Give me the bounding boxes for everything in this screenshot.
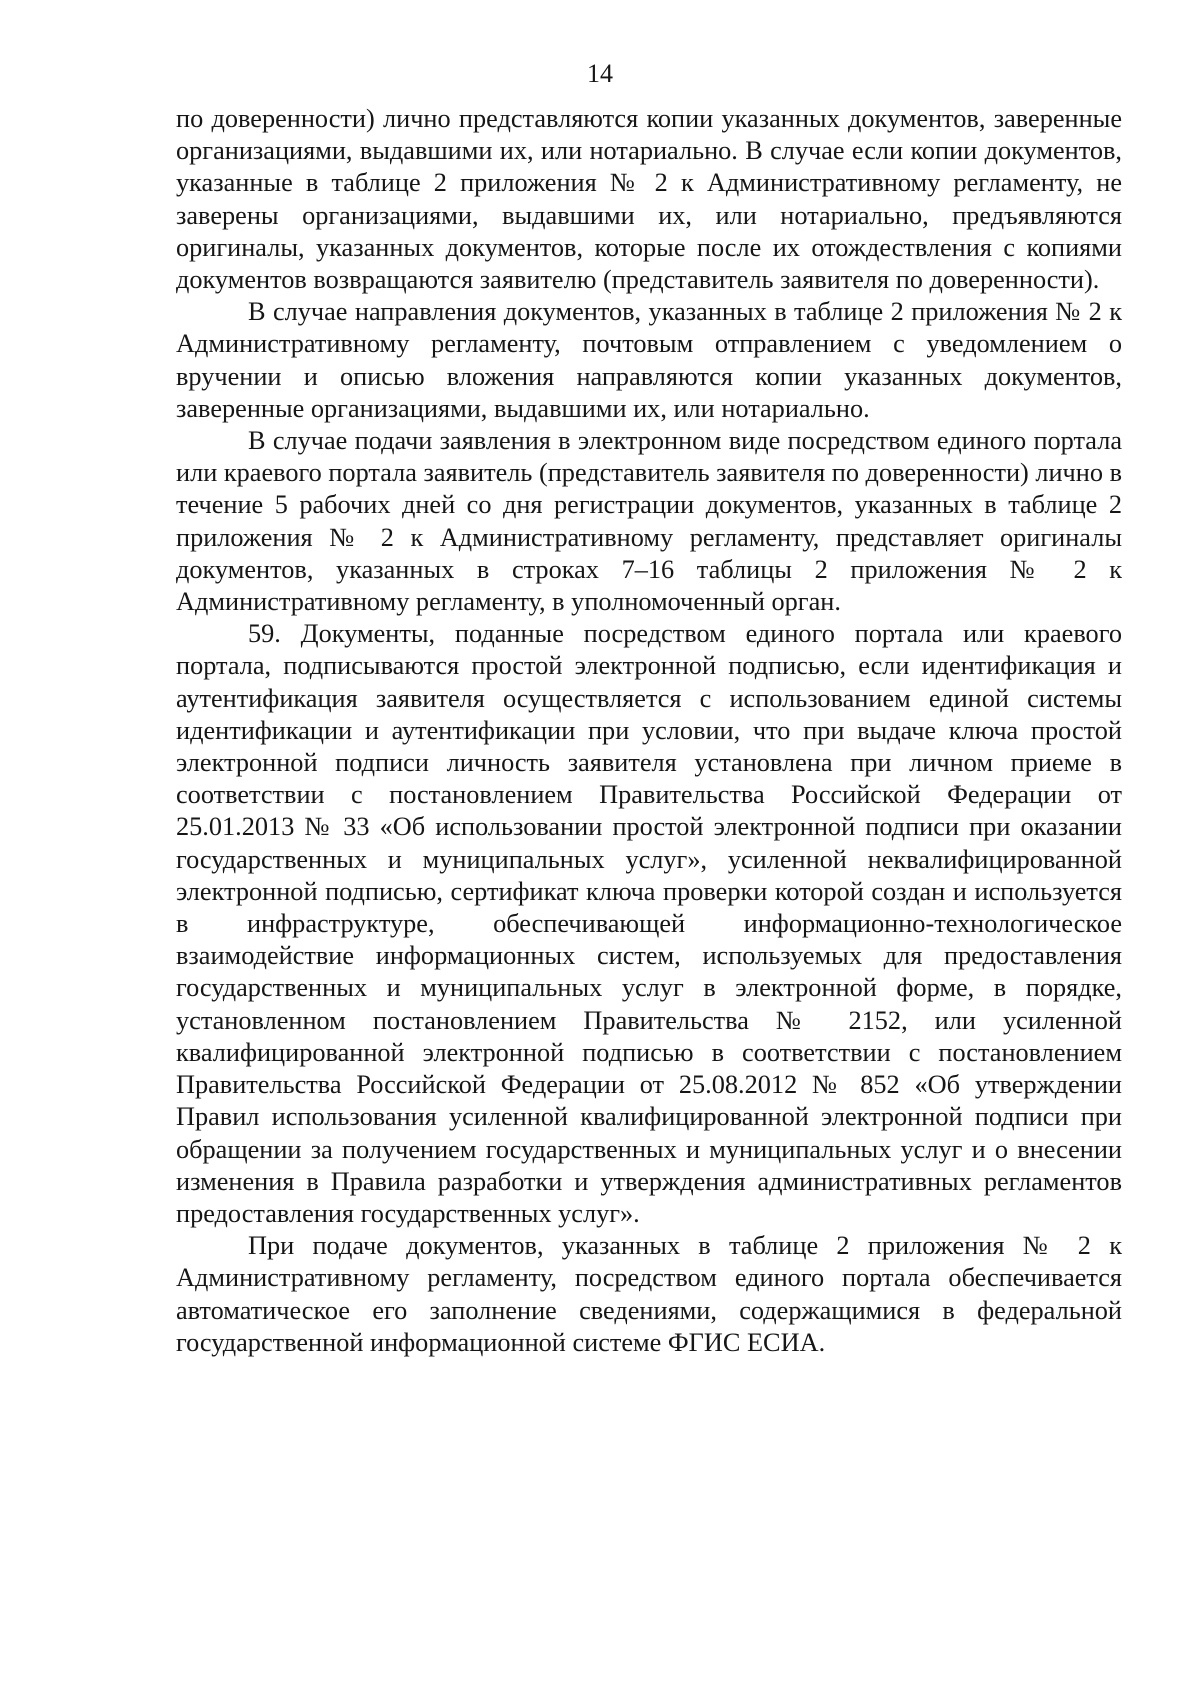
paragraph-copies-certification: по доверенности) лично представляются копии указанных документов, заверенные организациями, выдавшими их, или нотариально. В случае если копии документов, указанные в таблице 2 приложения № 2 к Административному регламенту, не заверены организациями, выдавшими их, или нотариально, предъявляются оригиналы, указанных документов, которые после их отождествления с копиями документов возвращаются заявителю (представитель заявителя по доверенности). — [176, 104, 1122, 295]
paragraph-portal-autofill: При подаче документов, указанных в таблице 2 приложения № 2 к Административному регламенту, посредством единого портала обеспечивается автоматическое его заполнение сведениями, содержащимися в федеральной государственной информационной системе ФГИС ЕСИА. — [176, 1231, 1122, 1357]
document-body — [176, 103, 1122, 1359]
paragraph-59-electronic-signatures: 59. Документы, поданные посредством единого портала или краевого портала, подписываются простой электронной подписью, если идентификация и аутентификация заявителя осуществляется с использованием единой системы идентификации и аутентификации при условии, что при выдаче ключа простой электронной подписи личность заявителя установлена при личном приеме в соответствии с постановлением Правительства Российской Федерации от 25.01.2013 № 33 «Об использовании простой электронной подписи при оказании государственных и муниципальных услуг», усиленной неквалифицированной электронной подписью, сертификат ключа проверки которой создан и используется в инфраструктуре, обеспечивающей информационно-технологическое взаимодействие информационных систем, используемых для предоставления государственных и муниципальных услуг в электронной форме, в порядке, установленном постановлением Правительства № 2152, или усиленной квалифицированной электронной подписью в соответствии с постановлением Правительства Российской Федерации от 25.08.2012 № 852 «Об утверждении Правил использования усиленной квалифицированной электронной подписи при обращении за получением государственных и муниципальных услуг и о внесении изменения в Правила разработки и утверждения административных регламентов предоставления государственных услуг». — [176, 619, 1122, 1228]
page-number: 14 — [587, 59, 613, 88]
paragraph-electronic-submission: В случае подачи заявления в электронном виде посредством единого портала или краевого портала заявитель (представитель заявителя по доверенности) лично в течение 5 рабочих дней со дня регистрации документов, указанных в таблице 2 приложения № 2 к Административному регламенту, представляет оригиналы документов, указанных в строках 7–16 таблицы 2 приложения № 2 к Административному регламенту, в уполномоченный орган. — [176, 426, 1122, 617]
paragraph-postal-submission: В случае направления документов, указанных в таблице 2 приложения № 2 к Административному регламенту, почтовым отправлением с уведомлением о вручении и описью вложения направляются копии указанных документов, заверенные организациями, выдавшими их, или нотариально. — [176, 297, 1122, 423]
